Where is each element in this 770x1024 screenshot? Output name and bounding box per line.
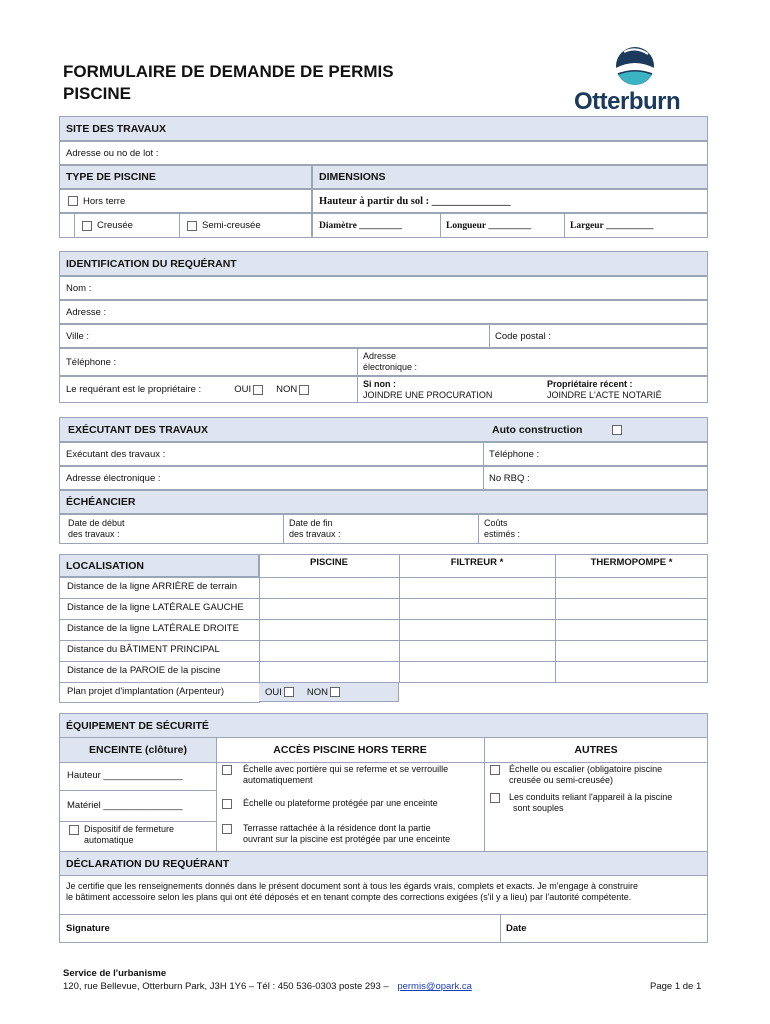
echeancier-header: ÉCHÉANCIER bbox=[59, 490, 708, 514]
executant-telephone-label: Téléphone : bbox=[489, 448, 540, 460]
otterburn-logo bbox=[568, 44, 714, 119]
table-row-laterale-droite: Distance de la ligne LATÉRALE DROITE bbox=[67, 623, 239, 634]
date-cell[interactable] bbox=[500, 915, 709, 942]
longueur-label: Longueur _________ bbox=[446, 220, 532, 231]
autres-echelle-checkbox[interactable] bbox=[490, 765, 500, 775]
si-non-cell bbox=[357, 377, 542, 402]
grid-line bbox=[59, 640, 708, 641]
hors-terre-label: Hors terre bbox=[83, 195, 126, 207]
localisation-header: LOCALISATION bbox=[59, 554, 259, 577]
nom-label: Nom : bbox=[66, 282, 92, 294]
acces-terrasse-label-2: ouvrant sur la piscine est protégée par une enceinte bbox=[243, 834, 451, 844]
couts-label-1: Coûts bbox=[484, 518, 508, 528]
hors-terre-checkbox[interactable] bbox=[68, 196, 78, 206]
autres-conduits-text bbox=[509, 792, 672, 814]
acces-portiere-label-2: automatiquement bbox=[243, 775, 313, 785]
nom-row[interactable] bbox=[59, 276, 708, 300]
dispositif-text bbox=[84, 824, 174, 846]
acces-terrasse-checkbox[interactable] bbox=[222, 824, 232, 834]
acces-terrasse bbox=[220, 823, 450, 845]
autres-echelle-text bbox=[509, 764, 662, 786]
title-line-1: FORMULAIRE DE DEMANDE DE PERMIS bbox=[63, 62, 394, 81]
ville-label: Ville : bbox=[66, 330, 90, 342]
largeur-label: Largeur __________ bbox=[570, 220, 654, 231]
otter-emblem-icon bbox=[568, 44, 714, 88]
table-row-laterale-gauche: Distance de la ligne LATÉRALE GAUCHE bbox=[67, 602, 244, 613]
executant-header bbox=[59, 417, 708, 442]
site-address-label: Adresse ou no de lot : bbox=[66, 147, 159, 159]
hors-terre-row[interactable] bbox=[59, 189, 312, 213]
adresse-electronique-cell[interactable] bbox=[357, 349, 709, 375]
non-label: NON bbox=[276, 384, 298, 395]
oui-label: OUI bbox=[234, 384, 252, 395]
col-filtreur: FILTREUR * bbox=[450, 557, 504, 568]
plan-oui-checkbox[interactable] bbox=[284, 687, 294, 697]
autres-echelle-label-2: creusée ou semi-creusée) bbox=[509, 775, 614, 785]
semi-creusee-checkbox[interactable] bbox=[187, 221, 197, 231]
executant-email-row bbox=[59, 466, 708, 490]
plan-non-label: NON bbox=[306, 686, 329, 698]
declaration-header: DÉCLARATION DU REQUÉRANT bbox=[59, 851, 708, 876]
grid-line bbox=[59, 661, 708, 662]
signature-label: Signature bbox=[66, 923, 110, 934]
grid-line bbox=[555, 554, 556, 682]
creusee-row bbox=[59, 213, 312, 238]
col-thermopompe: THERMOPOMPE * bbox=[590, 557, 673, 568]
plan-non-checkbox[interactable] bbox=[330, 687, 340, 697]
grid-line bbox=[216, 738, 217, 853]
adresse-electronique-label: Adresse électronique : bbox=[363, 351, 418, 372]
acces-echelle-plateforme bbox=[220, 798, 438, 809]
autres-echelle bbox=[488, 764, 662, 786]
acces-plateforme-checkbox[interactable] bbox=[222, 799, 232, 809]
auto-construction-label: Auto construction bbox=[492, 423, 583, 436]
dimensions-header: DIMENSIONS bbox=[312, 165, 708, 189]
rbq-label: No RBQ : bbox=[489, 472, 530, 484]
plan-oui-label: OUI bbox=[265, 686, 282, 698]
plan-projet-choice bbox=[259, 683, 399, 702]
acces-terrasse-text bbox=[243, 823, 450, 845]
col-enceinte: ENCEINTE (clôture) bbox=[60, 738, 216, 762]
autres-conduits-label-1: Les conduits reliant l'appareil à la piscine bbox=[509, 792, 673, 802]
securite-table bbox=[59, 738, 708, 853]
col-autres: AUTRES bbox=[574, 744, 618, 756]
dispositif-checkbox[interactable] bbox=[69, 825, 79, 835]
acces-plateforme-label: Échelle ou plateforme protégée par une enceinte bbox=[243, 798, 438, 808]
signature-row bbox=[59, 915, 708, 943]
telephone-row bbox=[59, 348, 708, 376]
diametre-cell[interactable] bbox=[313, 214, 440, 237]
proprietaire-row bbox=[59, 376, 708, 403]
date-debut-cell[interactable] bbox=[60, 515, 283, 543]
securite-header: ÉQUIPEMENT DE SÉCURITÉ bbox=[59, 713, 708, 738]
procuration-label: JOINDRE UNE PROCURATION bbox=[363, 389, 493, 400]
logo-wordmark: Otterburn bbox=[574, 88, 681, 115]
hauteur-label: Hauteur à partir du sol : _______________ bbox=[319, 195, 511, 207]
executant-telephone-cell[interactable] bbox=[483, 443, 709, 465]
date-fin-label-2: des travaux : bbox=[289, 529, 341, 539]
date-label: Date bbox=[506, 923, 527, 934]
site-header: SITE DES TRAVAUX bbox=[59, 116, 708, 141]
declaration-text bbox=[59, 876, 708, 915]
footer-email-link[interactable]: permis@opark.ca bbox=[397, 981, 472, 992]
auto-construction-checkbox[interactable] bbox=[612, 425, 622, 435]
signature-cell[interactable] bbox=[60, 915, 500, 942]
dispositif-label-2: automatique bbox=[84, 835, 134, 845]
si-non-label: Si non : bbox=[363, 378, 396, 389]
declaration-line-1: Je certifie que les renseignements donnés dans le présent document sont à tous les égards vrais, complets et exacts. Je m'engage à construire bbox=[66, 881, 639, 891]
telephone-label: Téléphone : bbox=[66, 356, 117, 368]
localisation-table bbox=[59, 554, 708, 703]
grid-line bbox=[399, 554, 400, 682]
couts-cell[interactable] bbox=[478, 515, 709, 543]
footer-address: 120, rue Bellevue, Otterburn Park, J3H 1Y6 – Tél : 450 536-0303 poste 293 – bbox=[63, 981, 389, 992]
type-header: TYPE DE PISCINE bbox=[59, 165, 312, 189]
grid-line bbox=[60, 790, 216, 791]
grid-line bbox=[59, 577, 708, 578]
semi-creusee-cell[interactable] bbox=[179, 214, 313, 237]
site-address-row[interactable] bbox=[59, 141, 708, 165]
footer-service: Service de l'urbanisme bbox=[63, 968, 167, 979]
autres-echelle-label-1: Échelle ou escalier (obligatoire piscine bbox=[509, 764, 663, 774]
proprietaire-recent-label: Propriétaire récent : bbox=[547, 378, 633, 389]
code-postal-cell[interactable] bbox=[489, 325, 709, 347]
adresse-row[interactable] bbox=[59, 300, 708, 324]
creusee-checkbox[interactable] bbox=[82, 221, 92, 231]
date-fin-cell[interactable] bbox=[283, 515, 478, 543]
table-row-plan-projet: Plan projet d'implantation (Arpenteur) bbox=[67, 686, 225, 697]
creusee-label: Creusée bbox=[97, 220, 133, 231]
requerant-header: IDENTIFICATION DU REQUÉRANT bbox=[59, 251, 708, 276]
footer-page-number: Page 1 de 1 bbox=[650, 981, 702, 992]
grid-line bbox=[60, 821, 216, 822]
date-fin-label-1: Date de fin bbox=[289, 518, 333, 528]
grid-line bbox=[59, 598, 708, 599]
materiel-field[interactable]: Matériel _______________ bbox=[67, 800, 183, 811]
ville-cell[interactable] bbox=[60, 325, 489, 347]
table-row-batiment: Distance du BÂTIMENT PRINCIPAL bbox=[67, 644, 220, 655]
executant-email-cell[interactable] bbox=[60, 467, 483, 489]
executant-row bbox=[59, 442, 708, 466]
executant-label: Exécutant des travaux : bbox=[66, 448, 166, 460]
hauteur-field[interactable]: Hauteur _______________ bbox=[67, 770, 183, 781]
hauteur-row[interactable] bbox=[312, 189, 708, 213]
proprietaire-label: Le requérant est le propriétaire : bbox=[66, 384, 202, 395]
declaration-line-2: le bâtiment accessoire selon les plans qui ont été déposés et en tenant compte des corrections exigées (s'il y a lieu) par l'autorité compétente. bbox=[66, 892, 632, 902]
executant-cell[interactable] bbox=[60, 443, 483, 465]
executant-email-label: Adresse électronique : bbox=[66, 472, 161, 484]
echeancier-row bbox=[59, 514, 708, 544]
col-piscine: PISCINE bbox=[309, 557, 348, 568]
grid-line bbox=[484, 738, 485, 853]
grid-line bbox=[59, 619, 708, 620]
date-debut-label-1: Date de début bbox=[68, 518, 125, 528]
couts-label-2: estimés : bbox=[484, 529, 521, 539]
proprietaire-cell bbox=[60, 377, 357, 402]
title-line-2: PISCINE bbox=[63, 84, 132, 103]
acces-echelle-portiere bbox=[220, 764, 448, 786]
autres-conduits bbox=[488, 792, 672, 814]
grid-line bbox=[59, 702, 259, 703]
longueur-cell[interactable] bbox=[440, 214, 564, 237]
grid-line bbox=[59, 554, 708, 555]
proprietaire-recent-cell bbox=[542, 377, 709, 402]
table-row-arriere: Distance de la ligne ARRIÈRE de terrain bbox=[67, 581, 238, 592]
dispositif-fermeture bbox=[67, 824, 174, 846]
form-title bbox=[63, 61, 483, 105]
col-acces: ACCÈS PISCINE HORS TERRE bbox=[273, 744, 427, 756]
acces-portiere-label-1: Échelle avec portière qui se referme et se verrouille bbox=[243, 764, 449, 774]
autres-conduits-label-2: sont souples bbox=[513, 803, 564, 813]
dispositif-label-1: Dispositif de fermeture bbox=[84, 824, 175, 834]
diametre-label: Diamètre _________ bbox=[319, 220, 402, 231]
ville-row bbox=[59, 324, 708, 348]
table-row-paroie: Distance de la PAROIE de la piscine bbox=[67, 665, 221, 676]
dimensions-row bbox=[312, 213, 708, 238]
grid-line bbox=[60, 762, 708, 763]
acces-portiere-text bbox=[243, 764, 448, 786]
creusee-cell[interactable] bbox=[74, 214, 179, 237]
proprietaire-oui-checkbox[interactable] bbox=[253, 385, 263, 395]
autres-conduits-checkbox[interactable] bbox=[490, 793, 500, 803]
acces-portiere-checkbox[interactable] bbox=[222, 765, 232, 775]
executant-header-label: EXÉCUTANT DES TRAVAUX bbox=[68, 423, 209, 436]
semi-creusee-label: Semi-creusée bbox=[202, 220, 261, 231]
rbq-cell[interactable] bbox=[483, 467, 709, 489]
telephone-cell[interactable] bbox=[60, 349, 357, 375]
date-debut-label-2: des travaux : bbox=[68, 529, 120, 539]
proprietaire-non-checkbox[interactable] bbox=[299, 385, 309, 395]
code-postal-label: Code postal : bbox=[495, 330, 551, 342]
grid-line bbox=[707, 554, 708, 682]
largeur-cell[interactable] bbox=[564, 214, 709, 237]
footer-address-line bbox=[63, 981, 472, 992]
acte-notarie-label: JOINDRE L'ACTE NOTARIÉ bbox=[547, 389, 662, 400]
adresse-label: Adresse : bbox=[66, 306, 107, 318]
acces-terrasse-label-1: Terrasse rattachée à la résidence dont la partie bbox=[243, 823, 431, 833]
